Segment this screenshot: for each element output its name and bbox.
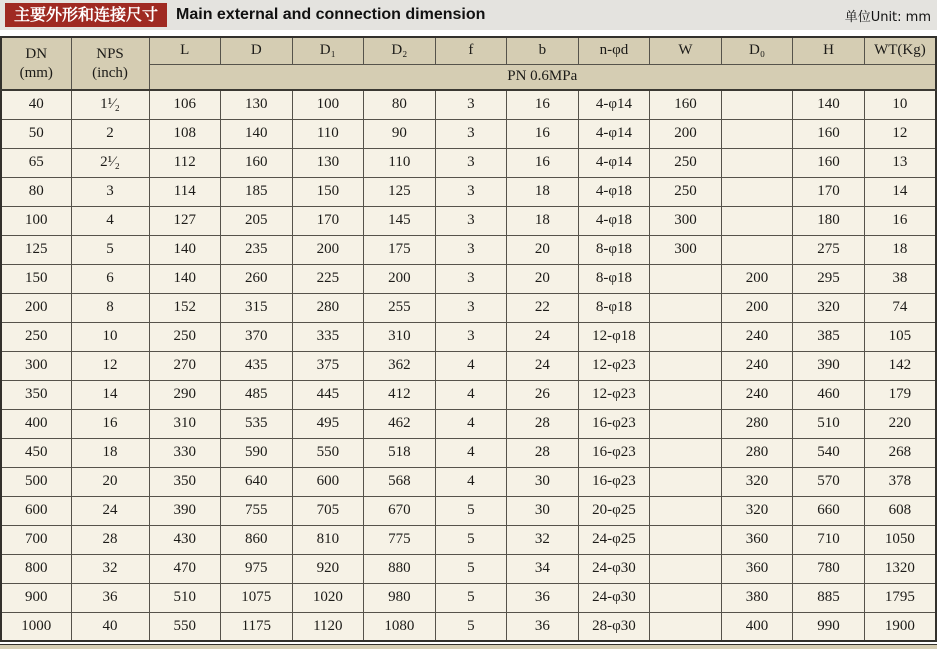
table-cell: 28-φ30 <box>578 612 650 641</box>
table-cell: 568 <box>364 467 436 496</box>
col-header: D₁ <box>292 37 364 64</box>
table-header <box>1 37 936 90</box>
table-cell: 310 <box>149 409 221 438</box>
table-cell: 160 <box>650 90 722 119</box>
table-cell: 130 <box>221 90 293 119</box>
table-cell: 4 <box>435 351 507 380</box>
table-cell: 5 <box>435 612 507 641</box>
table-cell: 4-φ18 <box>578 206 650 235</box>
table-cell: 114 <box>149 177 221 206</box>
table-cell: 14 <box>864 177 936 206</box>
pressure-class-cell: PN 0.6MPa <box>149 64 936 90</box>
table-cell: 500 <box>1 467 71 496</box>
table-cell: 20 <box>507 235 579 264</box>
table-cell: 4-φ14 <box>578 90 650 119</box>
col-header-dn <box>1 37 71 90</box>
table-cell: 240 <box>721 322 793 351</box>
table-cell: 290 <box>149 380 221 409</box>
table-cell: 200 <box>721 293 793 322</box>
col-header-dn-line1: DN <box>25 45 48 62</box>
table-cell: 12-φ18 <box>578 322 650 351</box>
table-cell: 8 <box>71 293 149 322</box>
table-cell <box>650 525 722 554</box>
table-cell: 485 <box>221 380 293 409</box>
col-header: n-φd <box>578 37 650 64</box>
table-cell: 140 <box>149 264 221 293</box>
table-cell: 200 <box>721 264 793 293</box>
table-cell: 200 <box>1 293 71 322</box>
table-cell: 378 <box>864 467 936 496</box>
table-cell: 335 <box>292 322 364 351</box>
table-cell: 16 <box>507 90 579 119</box>
table-cell: 24 <box>71 496 149 525</box>
table-cell: 125 <box>364 177 436 206</box>
table-cell: 470 <box>149 554 221 583</box>
table-cell: 280 <box>721 409 793 438</box>
table-cell: 300 <box>650 235 722 264</box>
table-cell: 1320 <box>864 554 936 583</box>
table-cell: 1120 <box>292 612 364 641</box>
table-row <box>1 235 936 264</box>
col-header: H <box>793 37 865 64</box>
table-cell: 125 <box>1 235 71 264</box>
table-cell: 10 <box>71 322 149 351</box>
table-cell: 145 <box>364 206 436 235</box>
table-cell: 8-φ18 <box>578 293 650 322</box>
table-row <box>1 177 936 206</box>
table-cell: 16-φ23 <box>578 467 650 496</box>
table-cell: 100 <box>1 206 71 235</box>
table-cell: 975 <box>221 554 293 583</box>
table-cell: 885 <box>793 583 865 612</box>
table-cell: 275 <box>793 235 865 264</box>
table-cell: 590 <box>221 438 293 467</box>
table-cell: 412 <box>364 380 436 409</box>
table-cell: 24-φ25 <box>578 525 650 554</box>
table-cell: 152 <box>149 293 221 322</box>
bottom-band <box>0 644 937 649</box>
table-cell: 900 <box>1 583 71 612</box>
table-cell: 16-φ23 <box>578 409 650 438</box>
table-cell: 12-φ23 <box>578 351 650 380</box>
table-cell: 30 <box>507 467 579 496</box>
table-row <box>1 554 936 583</box>
table-cell: 980 <box>364 583 436 612</box>
table-cell: 240 <box>721 351 793 380</box>
table-cell: 780 <box>793 554 865 583</box>
col-header-nps <box>71 37 149 90</box>
table-cell <box>650 612 722 641</box>
table-cell: 315 <box>221 293 293 322</box>
table-cell: 540 <box>793 438 865 467</box>
table-cell: 3 <box>435 322 507 351</box>
table-cell: 100 <box>292 90 364 119</box>
table-cell: 36 <box>71 583 149 612</box>
table-cell: 462 <box>364 409 436 438</box>
table-cell: 160 <box>793 119 865 148</box>
table-cell: 160 <box>221 148 293 177</box>
table-cell: 320 <box>721 496 793 525</box>
table-cell: 16 <box>864 206 936 235</box>
table-cell: 360 <box>721 525 793 554</box>
table-cell: 110 <box>292 119 364 148</box>
table-row <box>1 264 936 293</box>
table-cell: 16 <box>71 409 149 438</box>
table-cell: 775 <box>364 525 436 554</box>
table-cell: 5 <box>435 583 507 612</box>
table-cell: 1900 <box>864 612 936 641</box>
table-cell: 74 <box>864 293 936 322</box>
table-cell: 4-φ14 <box>578 119 650 148</box>
table-cell: 510 <box>793 409 865 438</box>
table-cell <box>721 119 793 148</box>
table-cell: 270 <box>149 351 221 380</box>
table-cell: 16 <box>507 148 579 177</box>
table-cell: 3 <box>435 264 507 293</box>
table-cell: 2¹⁄₂ <box>71 148 149 177</box>
table-cell: 280 <box>721 438 793 467</box>
table-cell: 3 <box>71 177 149 206</box>
table-cell: 205 <box>221 206 293 235</box>
table-cell: 250 <box>149 322 221 351</box>
table-cell: 810 <box>292 525 364 554</box>
table-cell: 200 <box>364 264 436 293</box>
table-cell: 260 <box>221 264 293 293</box>
table-cell: 140 <box>149 235 221 264</box>
table-row <box>1 351 936 380</box>
table-cell: 110 <box>364 148 436 177</box>
table-cell: 18 <box>71 438 149 467</box>
table-cell: 460 <box>793 380 865 409</box>
table-cell: 380 <box>721 583 793 612</box>
table-cell: 150 <box>1 264 71 293</box>
table-cell: 755 <box>221 496 293 525</box>
table-cell: 3 <box>435 119 507 148</box>
table-cell: 880 <box>364 554 436 583</box>
table-cell: 400 <box>1 409 71 438</box>
col-header: D₂ <box>364 37 436 64</box>
table-cell: 200 <box>292 235 364 264</box>
table-cell: 90 <box>364 119 436 148</box>
table-cell: 127 <box>149 206 221 235</box>
table-cell: 24 <box>507 322 579 351</box>
table-cell: 320 <box>793 293 865 322</box>
table-cell: 175 <box>364 235 436 264</box>
table-cell: 80 <box>364 90 436 119</box>
table-cell: 295 <box>793 264 865 293</box>
table-cell: 250 <box>650 177 722 206</box>
table-cell: 800 <box>1 554 71 583</box>
table-cell <box>650 467 722 496</box>
table-cell <box>721 90 793 119</box>
table-cell: 28 <box>507 438 579 467</box>
table-cell: 370 <box>221 322 293 351</box>
table-cell <box>650 380 722 409</box>
table-cell: 362 <box>364 351 436 380</box>
table-row <box>1 380 936 409</box>
table-cell: 10 <box>864 90 936 119</box>
table-cell: 4 <box>435 467 507 496</box>
table-cell: 3 <box>435 148 507 177</box>
table-cell: 3 <box>435 293 507 322</box>
table-cell: 710 <box>793 525 865 554</box>
table-cell <box>721 206 793 235</box>
table-row <box>1 612 936 641</box>
table-cell <box>650 496 722 525</box>
table-cell: 4 <box>435 438 507 467</box>
table-cell: 140 <box>221 119 293 148</box>
table-cell: 310 <box>364 322 436 351</box>
table-cell: 300 <box>1 351 71 380</box>
table-cell: 24 <box>507 351 579 380</box>
table-cell <box>650 409 722 438</box>
table-cell: 600 <box>1 496 71 525</box>
table-row <box>1 119 936 148</box>
table-cell: 4 <box>435 380 507 409</box>
table-cell: 28 <box>507 409 579 438</box>
table-cell: 20 <box>507 264 579 293</box>
table-row <box>1 322 936 351</box>
table-cell <box>721 235 793 264</box>
table-row <box>1 148 936 177</box>
table-cell: 50 <box>1 119 71 148</box>
table-cell: 4-φ18 <box>578 177 650 206</box>
table-row <box>1 438 936 467</box>
table-cell: 16 <box>507 119 579 148</box>
title-bar <box>0 0 937 30</box>
table-cell: 12 <box>71 351 149 380</box>
table-cell: 13 <box>864 148 936 177</box>
table-cell: 550 <box>149 612 221 641</box>
table-cell: 235 <box>221 235 293 264</box>
col-header-nps-line1: NPS <box>96 45 124 62</box>
table-cell: 65 <box>1 148 71 177</box>
table-cell: 670 <box>364 496 436 525</box>
table-cell: 18 <box>507 177 579 206</box>
table-cell: 200 <box>650 119 722 148</box>
table-cell: 14 <box>71 380 149 409</box>
table-cell: 375 <box>292 351 364 380</box>
table-cell: 18 <box>864 235 936 264</box>
table-cell: 5 <box>71 235 149 264</box>
col-header: f <box>435 37 507 64</box>
table-cell <box>721 148 793 177</box>
table-cell: 40 <box>71 612 149 641</box>
table-cell: 3 <box>435 177 507 206</box>
table-body <box>1 90 936 641</box>
table-cell: 36 <box>507 612 579 641</box>
table-cell: 660 <box>793 496 865 525</box>
table-cell: 1020 <box>292 583 364 612</box>
table-cell: 130 <box>292 148 364 177</box>
table-cell: 1¹⁄₂ <box>71 90 149 119</box>
table-cell <box>650 264 722 293</box>
table-cell <box>650 554 722 583</box>
table-cell: 860 <box>221 525 293 554</box>
table-cell <box>650 351 722 380</box>
table-cell: 570 <box>793 467 865 496</box>
table-cell: 250 <box>650 148 722 177</box>
table-cell: 26 <box>507 380 579 409</box>
table-cell: 180 <box>793 206 865 235</box>
table-cell <box>650 583 722 612</box>
table-cell: 920 <box>292 554 364 583</box>
table-cell: 608 <box>864 496 936 525</box>
table-cell: 280 <box>292 293 364 322</box>
table-cell: 1080 <box>364 612 436 641</box>
table-cell: 80 <box>1 177 71 206</box>
table-cell: 24-φ30 <box>578 554 650 583</box>
table-cell: 4-φ14 <box>578 148 650 177</box>
col-header-dn-line2: (mm) <box>19 64 53 81</box>
table-cell: 5 <box>435 525 507 554</box>
col-header-nps-line2: (inch) <box>92 64 128 81</box>
table-cell: 445 <box>292 380 364 409</box>
table-cell: 390 <box>793 351 865 380</box>
table-cell: 300 <box>650 206 722 235</box>
table-cell: 185 <box>221 177 293 206</box>
table-cell <box>650 293 722 322</box>
table-cell: 8-φ18 <box>578 235 650 264</box>
table-cell: 150 <box>292 177 364 206</box>
table-row <box>1 525 936 554</box>
col-header: WT(Kg) <box>864 37 936 64</box>
dimension-table <box>0 36 937 642</box>
table-cell: 12 <box>864 119 936 148</box>
table-cell: 518 <box>364 438 436 467</box>
table-cell: 179 <box>864 380 936 409</box>
table-cell: 24-φ30 <box>578 583 650 612</box>
title-badge-zh: 主要外形和连接尺寸 <box>5 3 167 27</box>
table-cell: 330 <box>149 438 221 467</box>
table-cell: 140 <box>793 90 865 119</box>
table-cell: 990 <box>793 612 865 641</box>
col-header: D₀ <box>721 37 793 64</box>
table-cell: 4 <box>71 206 149 235</box>
table-cell: 20 <box>71 467 149 496</box>
table-cell: 255 <box>364 293 436 322</box>
table-cell: 3 <box>435 206 507 235</box>
table-cell: 5 <box>435 554 507 583</box>
table-cell: 112 <box>149 148 221 177</box>
table-cell: 240 <box>721 380 793 409</box>
table-cell: 1795 <box>864 583 936 612</box>
table-cell: 6 <box>71 264 149 293</box>
table-cell: 105 <box>864 322 936 351</box>
table-cell: 600 <box>292 467 364 496</box>
col-header: W <box>650 37 722 64</box>
table-cell: 1075 <box>221 583 293 612</box>
table-cell: 28 <box>71 525 149 554</box>
table-cell: 640 <box>221 467 293 496</box>
table-cell: 1175 <box>221 612 293 641</box>
table-cell: 20-φ25 <box>578 496 650 525</box>
table-cell: 5 <box>435 496 507 525</box>
table-cell: 450 <box>1 438 71 467</box>
table-cell: 350 <box>149 467 221 496</box>
table-row <box>1 293 936 322</box>
table-cell <box>650 322 722 351</box>
table-cell: 32 <box>71 554 149 583</box>
page-title-en: Main external and connection dimension <box>176 6 486 23</box>
table-cell <box>721 177 793 206</box>
table-cell: 510 <box>149 583 221 612</box>
table-cell: 2 <box>71 119 149 148</box>
table-cell: 700 <box>1 525 71 554</box>
table-cell: 435 <box>221 351 293 380</box>
unit-label: 单位Unit: mm <box>844 9 931 25</box>
table-cell: 108 <box>149 119 221 148</box>
table-cell: 4 <box>435 409 507 438</box>
table-cell: 385 <box>793 322 865 351</box>
table-cell: 495 <box>292 409 364 438</box>
table-row <box>1 206 936 235</box>
table-cell: 12-φ23 <box>578 380 650 409</box>
table-cell: 106 <box>149 90 221 119</box>
table-cell: 18 <box>507 206 579 235</box>
table-cell: 3 <box>435 235 507 264</box>
table-cell: 160 <box>793 148 865 177</box>
col-header: L <box>149 37 221 64</box>
table-cell: 30 <box>507 496 579 525</box>
table-row <box>1 583 936 612</box>
table-cell: 220 <box>864 409 936 438</box>
table-cell: 40 <box>1 90 71 119</box>
table-cell: 142 <box>864 351 936 380</box>
table-cell: 16-φ23 <box>578 438 650 467</box>
table-row <box>1 496 936 525</box>
table-cell: 32 <box>507 525 579 554</box>
table-cell: 36 <box>507 583 579 612</box>
table-row <box>1 467 936 496</box>
table-cell: 34 <box>507 554 579 583</box>
table-cell: 550 <box>292 438 364 467</box>
table-cell: 320 <box>721 467 793 496</box>
table-cell: 38 <box>864 264 936 293</box>
dim-header-row <box>1 37 936 64</box>
table-row <box>1 409 936 438</box>
table-cell: 360 <box>721 554 793 583</box>
col-header: b <box>507 37 579 64</box>
table-cell: 170 <box>793 177 865 206</box>
table-cell: 430 <box>149 525 221 554</box>
table-cell: 8-φ18 <box>578 264 650 293</box>
table-cell: 390 <box>149 496 221 525</box>
table-row <box>1 90 936 119</box>
table-cell: 22 <box>507 293 579 322</box>
table-cell: 535 <box>221 409 293 438</box>
table-cell: 1050 <box>864 525 936 554</box>
table-cell: 170 <box>292 206 364 235</box>
table-cell: 1000 <box>1 612 71 641</box>
table-cell: 350 <box>1 380 71 409</box>
table-cell: 705 <box>292 496 364 525</box>
table-cell <box>650 438 722 467</box>
table-cell: 400 <box>721 612 793 641</box>
col-header: D <box>221 37 293 64</box>
table-cell: 268 <box>864 438 936 467</box>
table-cell: 250 <box>1 322 71 351</box>
table-cell: 225 <box>292 264 364 293</box>
table-cell: 3 <box>435 90 507 119</box>
